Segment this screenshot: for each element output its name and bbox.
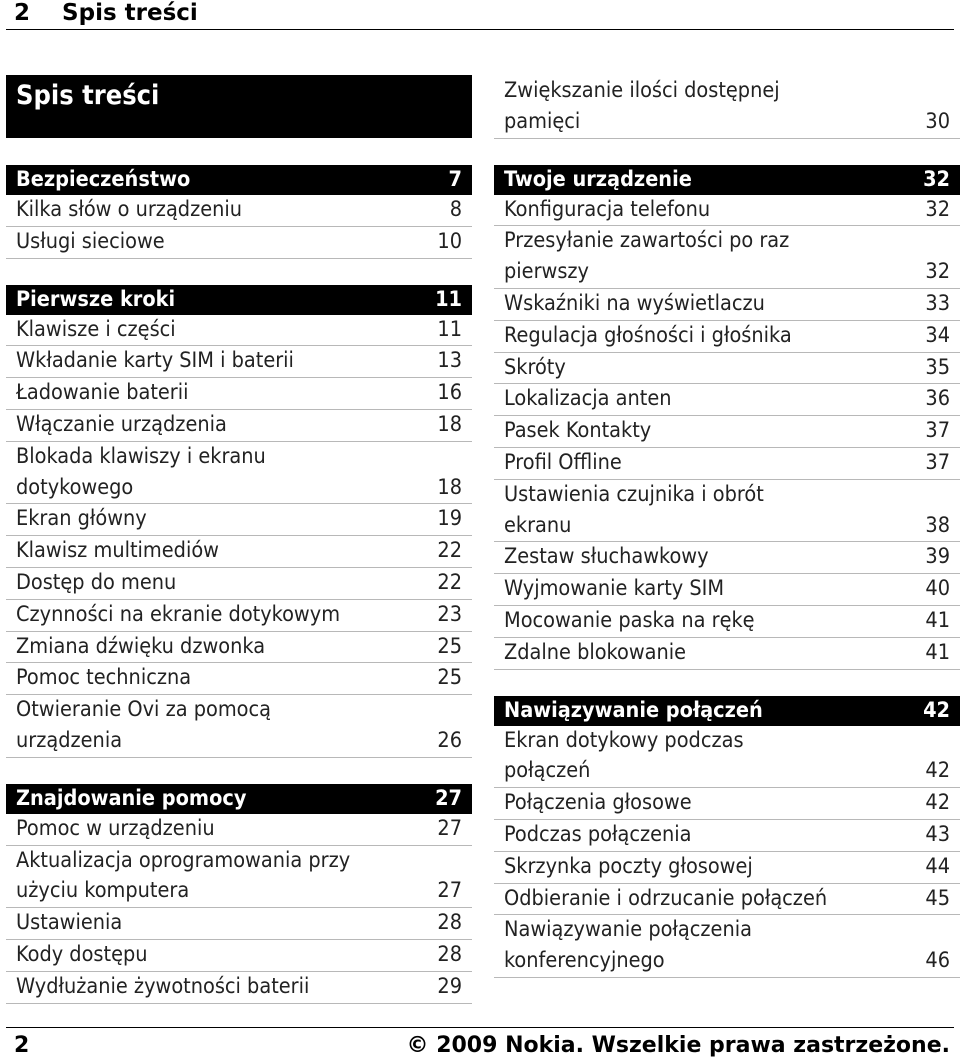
- entry-title: Wkładanie karty SIM i baterii: [16, 348, 294, 374]
- entry-title: Odbieranie i odrzucanie połączeń: [504, 885, 828, 911]
- entry-title: Lokalizacja anten: [504, 386, 672, 412]
- entry-title: Pomoc techniczna: [16, 665, 192, 691]
- toc-entry[interactable]: [494, 195, 960, 227]
- page-number: 22: [437, 538, 462, 564]
- page-number: 27: [435, 785, 462, 811]
- toc-entry[interactable]: [6, 227, 472, 259]
- page-number: 32: [923, 166, 950, 192]
- page-number: 40: [925, 576, 950, 602]
- entry-title: Połączenia głosowe: [504, 790, 692, 816]
- entry-title: Profil Offline: [504, 449, 622, 475]
- page-number: 45: [925, 885, 950, 911]
- toc-entry[interactable]: [6, 972, 472, 1004]
- entry-title: Pasek Kontakty: [504, 418, 652, 444]
- section-title: Twoje urządzenie: [504, 166, 692, 192]
- toc-entry[interactable]: [6, 940, 472, 972]
- toc-entry[interactable]: [6, 632, 472, 664]
- toc-left-column: [6, 165, 472, 1004]
- entry-title-line1: Aktualizacja oprogramowania przy: [16, 847, 351, 873]
- running-head-page-number: 2: [14, 0, 31, 26]
- entry-title: [504, 915, 904, 977]
- toc-entry[interactable]: [494, 788, 960, 820]
- entry-title-line2: połączeń: [504, 758, 591, 784]
- toc-entry[interactable]: [6, 600, 472, 632]
- toc-entry[interactable]: [494, 574, 960, 606]
- toc-entry[interactable]: [6, 568, 472, 600]
- footer-copyright: © 2009 Nokia. Wszelkie prawa zastrzeżone.: [406, 1033, 950, 1058]
- entry-title: Ustawienia: [16, 910, 123, 936]
- toc-entry[interactable]: [494, 480, 960, 543]
- page-number: 27: [437, 815, 462, 841]
- page-number: 33: [925, 290, 950, 316]
- page-number: 18: [437, 411, 462, 437]
- entry-title-line2: użyciu komputera: [16, 878, 190, 904]
- toc-entry[interactable]: [494, 448, 960, 480]
- entry-title: Ładowanie baterii: [16, 380, 189, 406]
- entry-title: [16, 442, 416, 504]
- entry-title: Mocowanie paska na rękę: [504, 607, 755, 633]
- toc-entry[interactable]: [494, 820, 960, 852]
- entry-title: [16, 846, 416, 908]
- entry-title-line2: pamięci: [504, 108, 581, 134]
- toc-section-heading[interactable]: [6, 165, 472, 195]
- toc-entry[interactable]: [494, 321, 960, 353]
- entry-title: Ekran główny: [16, 506, 147, 532]
- toc-entry[interactable]: [6, 536, 472, 568]
- running-head: [14, 0, 198, 28]
- section-gap: [494, 670, 960, 696]
- toc-title: Spis treści: [16, 80, 160, 111]
- page-number: 42: [923, 697, 950, 723]
- entry-title-line1: Ustawienia czujnika i obrót: [504, 481, 764, 507]
- entry-title-line1: Nawiązywanie połączenia: [504, 917, 752, 943]
- page-number: 37: [925, 449, 950, 475]
- entry-title-line1: Blokada klawiszy i ekranu: [16, 443, 266, 469]
- page-number: 7: [448, 167, 462, 192]
- running-head-title: Spis treści: [62, 0, 198, 26]
- entry-title: Wyjmowanie karty SIM: [504, 576, 725, 602]
- footer-page-number: 2: [14, 1033, 30, 1058]
- entry-title-line1: Przesyłanie zawartości po raz: [504, 228, 790, 254]
- entry-title-line1: Zwiększanie ilości dostępnej: [504, 78, 780, 103]
- entry-title-line2: dotykowego: [16, 474, 134, 500]
- toc-entry[interactable]: [494, 884, 960, 916]
- page-number: 13: [437, 348, 462, 374]
- toc-entry[interactable]: [494, 542, 960, 574]
- section-title: Bezpieczeństwo: [16, 167, 191, 192]
- toc-title-box: [6, 75, 472, 138]
- toc-section-heading[interactable]: [494, 165, 960, 195]
- entry-title-line2: pierwszy: [504, 259, 590, 285]
- entry-title: Czynności na ekranie dotykowym: [16, 601, 341, 627]
- page-number: 26: [437, 727, 462, 753]
- page-number: 32: [925, 196, 950, 222]
- footer-rule: [6, 1027, 954, 1028]
- section-gap: [6, 259, 472, 285]
- toc-entry[interactable]: [494, 606, 960, 638]
- page-number: 37: [925, 418, 950, 444]
- toc-entry[interactable]: [494, 416, 960, 448]
- page-number: 23: [437, 601, 462, 627]
- entry-title-line1: Otwieranie Ovi za pomocą: [16, 697, 271, 723]
- entry-title: Konfiguracja telefonu: [504, 196, 711, 222]
- entry-title: Wskaźniki na wyświetlaczu: [504, 290, 765, 316]
- page-number: 19: [437, 506, 462, 532]
- section-title: Nawiązywanie połączeń: [504, 697, 763, 723]
- entry-title-line2: konferencyjnego: [504, 948, 665, 974]
- entry-title-line2: ekranu: [504, 512, 572, 538]
- toc-entry[interactable]: [6, 195, 472, 227]
- toc-entry[interactable]: [6, 442, 472, 505]
- entry-title: Skróty: [504, 354, 566, 380]
- page-number: 39: [925, 544, 950, 570]
- entry-title: Zmiana dźwięku dzwonka: [16, 633, 266, 659]
- section-gap: [494, 139, 960, 165]
- page-number: 28: [437, 941, 462, 967]
- entry-title: [504, 226, 904, 288]
- entry-title: Klawisze i części: [16, 316, 176, 342]
- header-rule: [6, 29, 954, 30]
- entry-title: Podczas połączenia: [504, 821, 692, 847]
- entry-title: Wydłużanie żywotności baterii: [16, 973, 310, 999]
- page-number: 22: [437, 569, 462, 595]
- toc-entry[interactable]: [494, 289, 960, 321]
- toc-entry[interactable]: [6, 504, 472, 536]
- page-number: 11: [435, 286, 462, 312]
- page-number: 25: [437, 665, 462, 691]
- page-number: 16: [437, 380, 462, 406]
- toc-entry[interactable]: [494, 638, 960, 670]
- toc-entry[interactable]: [6, 346, 472, 378]
- entry-title: [504, 480, 904, 542]
- entry-title: Zdalne blokowanie: [504, 639, 687, 665]
- entry-title: [504, 76, 904, 138]
- entry-title: Zestaw słuchawkowy: [504, 544, 709, 570]
- toc-entry[interactable]: [6, 846, 472, 909]
- toc-entry[interactable]: [6, 410, 472, 442]
- page-number: 32: [925, 259, 950, 285]
- page-number: 25: [437, 633, 462, 659]
- toc-entry[interactable]: [494, 726, 960, 789]
- entry-title: [16, 695, 416, 757]
- page-number: 11: [437, 316, 462, 342]
- section-title: Znajdowanie pomocy: [16, 785, 247, 811]
- toc-entry[interactable]: [6, 695, 472, 758]
- toc-entry[interactable]: [6, 814, 472, 846]
- toc-entry[interactable]: [6, 663, 472, 695]
- page-number: 41: [925, 639, 950, 665]
- toc-section-heading[interactable]: [494, 696, 960, 726]
- toc-entry[interactable]: [494, 226, 960, 289]
- page-number: 34: [925, 322, 950, 348]
- section-title: Pierwsze kroki: [16, 286, 176, 312]
- page-number: 18: [437, 474, 462, 500]
- page-number: 42: [925, 790, 950, 816]
- toc-section-heading[interactable]: [6, 784, 472, 814]
- page-number: 35: [925, 354, 950, 380]
- toc-entry[interactable]: [494, 76, 960, 139]
- toc-right-column: [494, 76, 960, 978]
- page-number: 38: [925, 512, 950, 538]
- entry-title: Dostęp do menu: [16, 569, 177, 595]
- page-number: 41: [925, 607, 950, 633]
- page-number: 42: [925, 758, 950, 784]
- entry-title: Kilka słów o urządzeniu: [16, 197, 243, 222]
- page-number: 8: [449, 197, 462, 222]
- page-number: 43: [925, 821, 950, 847]
- page-number: 46: [925, 948, 950, 974]
- page-number: 27: [437, 878, 462, 904]
- entry-title-line1: Ekran dotykowy podczas: [504, 727, 744, 753]
- entry-title: Klawisz multimediów: [16, 538, 219, 564]
- page-number: 28: [437, 910, 462, 936]
- entry-title-line2: urządzenia: [16, 727, 123, 753]
- entry-title: Kody dostępu: [16, 941, 148, 967]
- page-number: 36: [925, 386, 950, 412]
- entry-title: Regulacja głośności i głośnika: [504, 322, 792, 348]
- toc-entry[interactable]: [6, 378, 472, 410]
- page-number: 29: [437, 973, 462, 999]
- toc-entry[interactable]: [494, 852, 960, 884]
- toc-section-heading[interactable]: [6, 285, 472, 315]
- entry-title: Włączanie urządzenia: [16, 411, 227, 437]
- page-number: 44: [925, 853, 950, 879]
- entry-title: Usługi sieciowe: [16, 228, 165, 254]
- toc-entry[interactable]: [494, 353, 960, 385]
- section-gap: [6, 758, 472, 784]
- entry-title: [504, 726, 904, 788]
- entry-title: Skrzynka poczty głosowej: [504, 853, 753, 879]
- toc-entry[interactable]: [494, 384, 960, 416]
- page-number: 30: [925, 108, 950, 134]
- entry-title: Pomoc w urządzeniu: [16, 815, 215, 841]
- toc-entry[interactable]: [6, 315, 472, 347]
- toc-entry[interactable]: [6, 908, 472, 940]
- toc-entry[interactable]: [494, 915, 960, 978]
- page-number: 10: [437, 228, 462, 254]
